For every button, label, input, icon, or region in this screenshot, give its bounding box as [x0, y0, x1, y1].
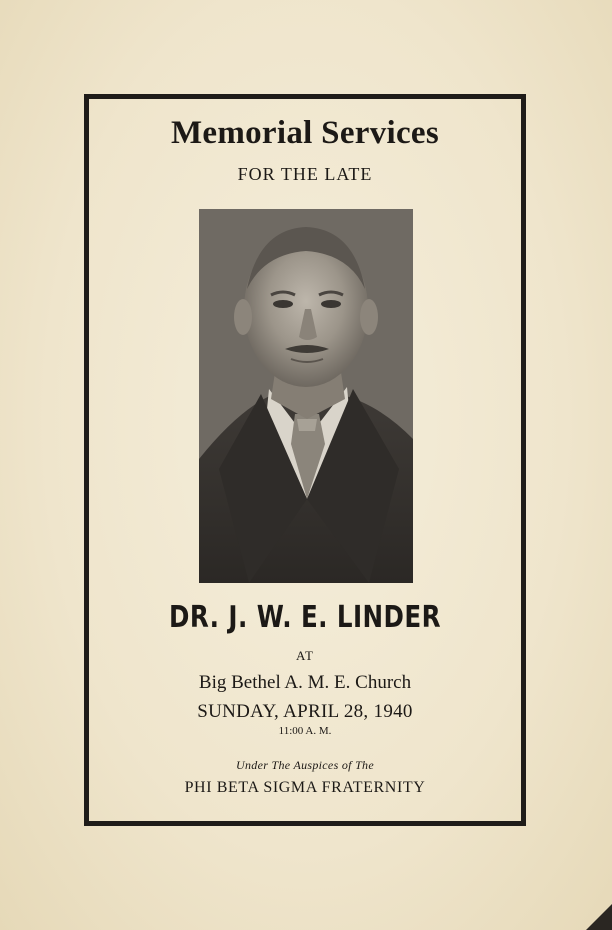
- portrait-photo: [199, 209, 413, 583]
- portrait-photo-icon: [199, 209, 413, 583]
- service-date: SUNDAY, APRIL 28, 1940: [197, 701, 413, 722]
- honoree-name: DR. J. W. E. LINDER: [169, 600, 441, 635]
- page-title: Memorial Services: [170, 115, 440, 151]
- service-time: 11:00 A. M.: [278, 725, 332, 737]
- at-label: AT: [296, 648, 314, 663]
- subtitle: FOR THE LATE: [237, 164, 373, 184]
- auspices-line: Under The Auspices of The: [236, 758, 374, 772]
- fraternity-name: PHI BETA SIGMA FRATERNITY: [184, 779, 426, 796]
- church-name: Big Bethel A. M. E. Church: [198, 672, 412, 693]
